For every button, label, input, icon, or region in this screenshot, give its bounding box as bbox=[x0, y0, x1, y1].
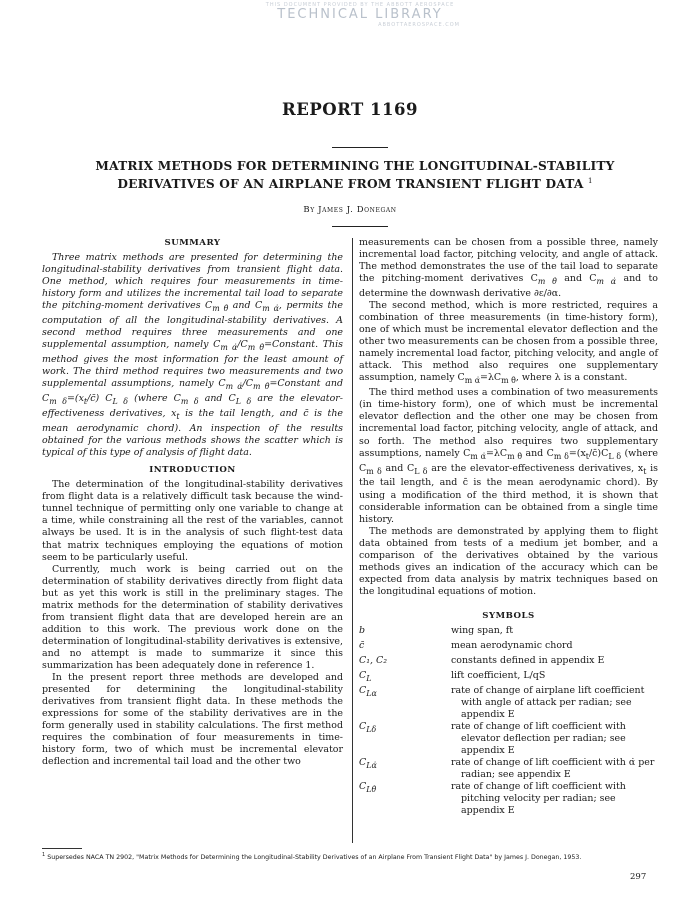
right-column bbox=[359, 237, 658, 817]
symbol-row: $C_L$ lift coefficient, L/qS bbox=[359, 669, 546, 683]
column-divider bbox=[352, 238, 353, 843]
title-line-2: DERIVATIVES OF AN AIRPLANE FROM TRANSIENT FLIGHT DATA bbox=[117, 177, 584, 192]
author-byline: By James J. Donegan bbox=[303, 205, 397, 215]
title-line-1: MATRIX METHODS FOR DETERMINING THE LONGITUDINAL-STABILITY bbox=[95, 159, 615, 173]
title-footnote-marker: 1 bbox=[588, 177, 593, 185]
intro-paragraph-3-continued: measurements can be chosen from a possible three, namely incremental load factor, pitching velocity, and angle of attack. The method demonstrates the use of the tail load to separate the pitching-moment derivatives $C_{m \thetȧ}$ and $C_{m \alphȧ}$ and to determine the downwash derivative ∂ε/∂α. bbox=[359, 237, 658, 300]
footnote-text: Supersedes NACA TN 2902, "Matrix Methods for Determining the Longitudinal-Stability Derivatives of an Airplane From Transient Flight Data" by James J. Donegan, 1953. bbox=[47, 854, 582, 862]
demonstration-paragraph: The methods are demonstrated by applying them to flight data obtained from tests of a medium jet bomber, and a comparison of the derivatives obtained by the various methods gives an indication of the accuracy which can be expected from data analysis by matrix techniques based on the longitudinal equations of motion. bbox=[359, 525, 658, 597]
watermark-logo bbox=[250, 2, 470, 28]
watermark-top-line: THIS DOCUMENT PROVIDED BY THE ABBOTT AEROSPACE bbox=[265, 2, 455, 8]
footnote-rule bbox=[42, 848, 82, 849]
third-method-paragraph: The third method uses a combination of two measurements (in time-history form), one of which must be incremental elevator deflection and the other one may be chosen from incremental load factor, pitching velocity, angle of attack, and so forth. The method also requires two supplementary assumptions, namely $C_{m \alphȧ}=\lambda C_{m \thetȧ}$ and $C_{m \delta}=(x_t/c̄)C_{L \delta}$ (where $C_{m \delta}$ and $C_{L \delta}$ are the elevator-effectiveness derivatives, $x_t$ is the tail length, and c̄ is the mean aerodynamic chord). By using a modification of the third method, it is shown that considerable information can be obtained from a single time history. bbox=[359, 387, 659, 525]
footnote-marker: 1 bbox=[42, 852, 46, 858]
paper-title bbox=[60, 159, 650, 192]
intro-paragraph-2: Currently, much work is being carried out on the determination of stability derivatives directly from flight data but as yet this work is still in the preliminary stages. The matrix methods for the determination of stability derivatives from transient flight data that are developed herein are an addition to this work. The previous work done on the determination of longitudinal-stability derivatives is extensive, and no attempt is made to summarize it since this summarization has been adequately done in reference 1. bbox=[42, 563, 343, 671]
summary-paragraph: Three matrix methods are presented for determining the longitudinal-stability derivatives from transient flight data. One method, which requires four measurements in time-history form and utilizes the incremental tail load to separate the pitching-moment derivatives $C_{m \thetȧ}$ and $C_{m \alphȧ}$, permits the computation of all the longitudinal-stability derivatives. A second method requires three measurements and one supplemental assumption, namely $C_{m \alphȧ}/C_{m \thetȧ}=Constant$. This method gives the most information for the least amount of work. The third method requires two measurements and two supplemental assumptions, namely $C_{m \alphȧ}/C_{m \thetȧ}=Constant$ and $C_{m \delta}=(x_t/c̄)$ $C_{L \delta}$ (where $C_{m \delta}$ and $C_{L \delta}$ are the elevator-effectiveness derivatives, $x_t$ is the tail length, and c̄ is the mean aerodynamic chord). An inspection of the results obtained for the various methods shows the scatter which is typical of this type of analysis of flight data. bbox=[42, 252, 343, 459]
summary-heading: SUMMARY bbox=[164, 238, 221, 248]
symbols-table bbox=[359, 625, 658, 817]
symbol-row: $C_{L\alphȧ}$ rate of change of lift coefficient with α̇ per radian; see appendix E bbox=[359, 757, 655, 781]
symbol-row: C₁, C₂ constants defined in appendix E bbox=[359, 654, 605, 666]
page-number: 297 bbox=[630, 872, 647, 882]
left-column bbox=[42, 237, 343, 768]
watermark-main: TECHNICAL LIBRARY bbox=[277, 7, 443, 22]
symbol-row: b wing span, ft bbox=[359, 624, 514, 636]
symbols-heading: SYMBOLS bbox=[482, 610, 535, 621]
intro-paragraph-3: In the present report three methods are developed and presented for determining the longitudinal-stability derivatives from transient flight data. In these methods the expressions for some of the stability derivatives are in the form generally used in stability calculations. The first method requires the combination of four measurements in time-history form, two of which must be incremental elevator deflection and incremental tail load and the other two bbox=[42, 672, 343, 768]
symbol-row: c̄ mean aerodynamic chord bbox=[359, 639, 573, 651]
footnote bbox=[42, 851, 662, 862]
title-rule-bottom bbox=[332, 226, 388, 227]
watermark-url: ABBOTTAEROSPACE.COM bbox=[378, 22, 460, 28]
introduction-heading: INTRODUCTION bbox=[149, 465, 236, 476]
intro-paragraph-1: The determination of the longitudinal-stability derivatives from flight data is a relatively difficult task because the wind-tunnel technique of permitting only one variable to change at a time, while constraining all the rest of the variables, cannot always be used. It is in the analysis of such flight-test data that matrix techniques employing the equations of motion seem to be particularly useful. bbox=[42, 479, 343, 563]
symbol-row: $C_{L\delta}$ rate of change of lift coefficient with elevator deflection per radian; see appendix E bbox=[359, 720, 626, 756]
symbol-row: $C_{L\alpha}$ rate of change of airplane lift coefficient with angle of attack per radian; see appendix E bbox=[359, 684, 645, 720]
second-method-paragraph: The second method, which is more restricted, requires a combination of three measurements (in time-history form), one of which must be incremental elevator deflection and the other two measurements can be chosen from a possible three, namely incremental load factor, pitching velocity, and angle of attack. This method also requires one supplementary assumption, namely $C_{m \alphȧ}=\lambda C_{m \thetȧ}$, where λ is a constant. bbox=[359, 300, 658, 386]
symbol-row: $C_{L\thetȧ}$ rate of change of lift coefficient with pitching velocity per radian; see appendix E bbox=[359, 781, 626, 817]
report-number: REPORT 1169 bbox=[282, 100, 418, 119]
title-rule-top bbox=[332, 147, 388, 148]
